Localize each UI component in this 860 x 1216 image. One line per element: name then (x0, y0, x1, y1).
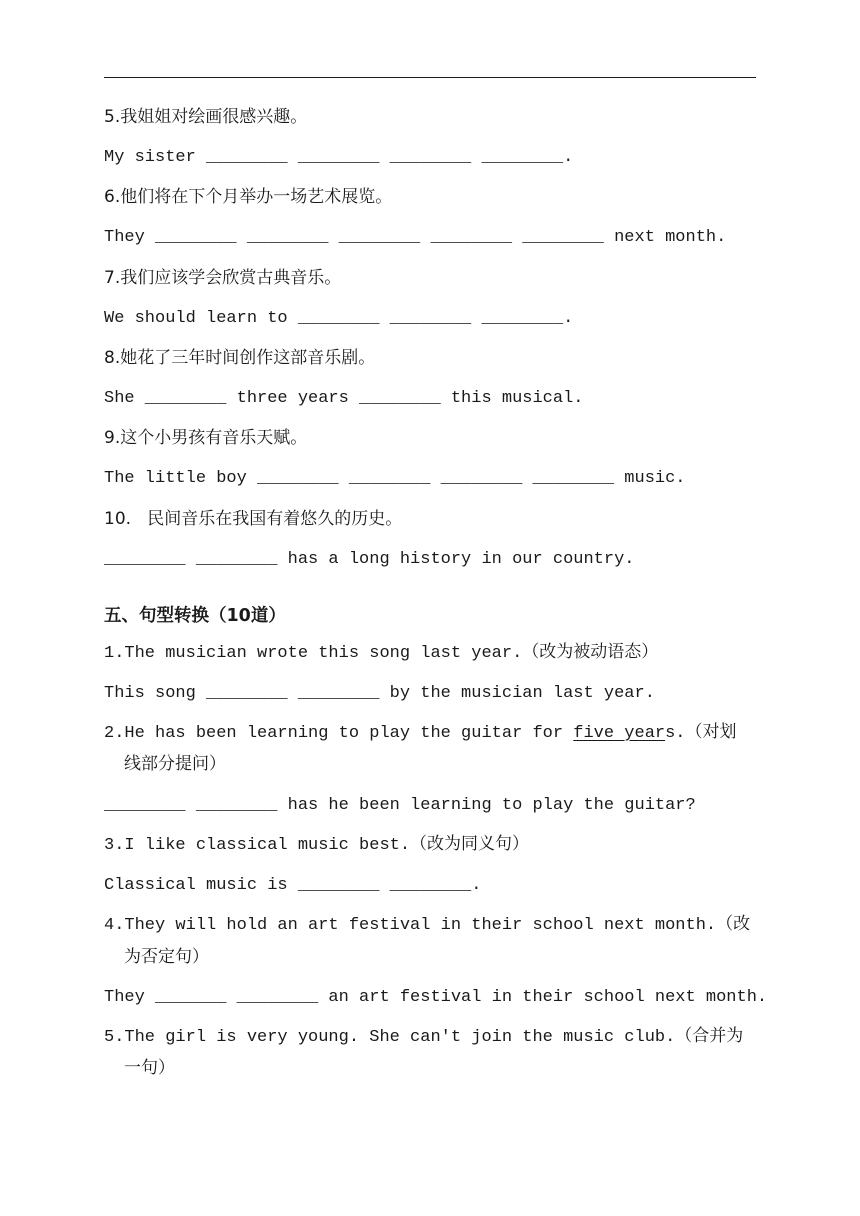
item-10-prompt: 10. 民间音乐在我国有着悠久的历史。 (104, 509, 403, 529)
transform-q2-prompt-post: s.（对划 (665, 724, 737, 743)
item-6-prompt: 6.他们将在下个月举办一场艺术展览。 (104, 187, 393, 207)
transform-q3-answer: Classical music is ________ ________. (104, 876, 482, 895)
item-7-prompt: 7.我们应该学会欣赏古典音乐。 (104, 268, 342, 288)
item-9-answer: The little boy ________ ________ ________ ________ music. (104, 469, 686, 488)
item-5-prompt: 5.我姐姐对绘画很感兴趣。 (104, 107, 308, 127)
item-9-prompt: 9.这个小男孩有音乐天赋。 (104, 428, 308, 448)
transform-q5-prompt-wrap: 一句） (124, 1058, 175, 1078)
transform-q2-prompt (104, 724, 737, 744)
transform-q2-prompt-wrap: 线部分提问） (124, 754, 226, 774)
section-heading: 五、句型转换（10道） (104, 606, 286, 626)
transform-q1-answer: This song ________ ________ by the musician last year. (104, 684, 655, 703)
transform-q3-prompt: 3.I like classical music best.（改为同义句） (104, 836, 530, 855)
item-5-answer: My sister ________ ________ ________ ________. (104, 148, 574, 167)
item-8-prompt: 8.她花了三年时间创作这部音乐剧。 (104, 348, 376, 368)
item-8-answer: She ________ three years ________ this musical. (104, 389, 584, 408)
item-7-answer: We should learn to ________ ________ ________. (104, 309, 574, 328)
item-6-answer: They ________ ________ ________ ________ ________ next month. (104, 228, 727, 247)
underlined-phrase: five year (573, 724, 666, 743)
transform-q4-prompt-wrap: 为否定句） (124, 947, 209, 967)
header-divider (104, 77, 756, 78)
transform-q2-prompt-pre: 2.He has been learning to play the guitar for (104, 724, 574, 743)
transform-q4-answer: They _______ ________ an art festival in their school next month. (104, 988, 768, 1007)
transform-q2-answer: ________ ________ has he been learning to play the guitar? (104, 796, 696, 815)
transform-q5-prompt: 5.The girl is very young. She can't join the music club.（合并为 (104, 1028, 744, 1047)
transform-q1-prompt: 1.The musician wrote this song last year.（改为被动语态） (104, 644, 659, 663)
transform-q4-prompt: 4.They will hold an art festival in their school next month.（改 (104, 916, 751, 935)
item-10-answer: ________ ________ has a long history in our country. (104, 550, 635, 569)
